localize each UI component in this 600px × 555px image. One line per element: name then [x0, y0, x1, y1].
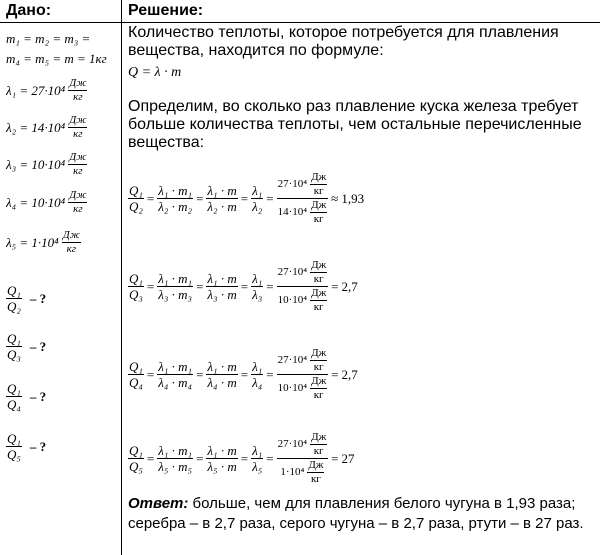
given-header: Дано: [6, 2, 52, 19]
find-question-3: – ? [29, 389, 47, 404]
eq4-equals-4: = [266, 450, 274, 466]
eq2-q-ratio [128, 272, 144, 301]
eq1-lambda-mass-ratio-numerator: λ₁ · m₁ [158, 183, 193, 198]
eq4-numerator-unit-numerator: Дж [311, 431, 327, 443]
eq2-lambda-m-ratio [206, 272, 237, 301]
lambda-value-1: λ₁ = 27·10⁴ [6, 83, 66, 98]
eq3-equals-2: = [196, 366, 204, 382]
given-lambda-1 [6, 78, 87, 103]
ratio-equation-1 [128, 172, 364, 225]
eq3-relation: = [331, 366, 339, 382]
eq1-numeric-ratio [277, 172, 329, 225]
eq2-denominator-unit-denominator: кг [313, 301, 324, 313]
eq1-equals-1: = [146, 190, 155, 206]
given-lambda-3 [6, 152, 87, 177]
given-lambda-5 [6, 230, 81, 255]
eq2-lambda-mass-ratio-denominator: λ₃ · m₃ [158, 287, 193, 302]
solution-paragraph-2: Определим, во сколько раз плавление куска железа требует больше количества теплоты, чем остальные перечисленные вещества: [128, 98, 582, 151]
eq4-lambda-ratio-denominator: λ₅ [252, 459, 263, 474]
find-fraction-1-numerator: Q₁ [7, 283, 21, 298]
eq3-equals-1: = [146, 366, 155, 382]
eq4-numeric-ratio [277, 432, 329, 485]
answer-text: больше, чем для плавления белого чугуна в 1,93 раза; серебра – в 2,7 раза, серого чугуна – в 2,7 раза, ртути – в 27 раз. [128, 495, 584, 532]
lambda-unit-2-denominator: кг [73, 128, 83, 140]
eq3-denominator-unit-denominator: кг [313, 389, 324, 401]
eq3-q-ratio [128, 360, 144, 389]
eq4-lambda-m-ratio-numerator: λ₁ · m [207, 443, 237, 458]
eq2-lambda-ratio-denominator: λ₃ [252, 287, 263, 302]
eq1-numeric-numerator [277, 172, 329, 199]
lambda-unit-5 [62, 230, 81, 255]
find-question-4: – ? [29, 439, 47, 454]
eq2-denominator-unit [310, 288, 327, 313]
find-fraction-4-denominator: Q₅ [7, 447, 21, 462]
column-divider [121, 0, 122, 555]
find-fraction-3-numerator: Q₁ [7, 381, 21, 396]
answer-label: Ответ: [128, 495, 189, 512]
eq3-q-ratio-denominator: Q₄ [129, 375, 143, 390]
find-fraction-3-denominator: Q₄ [7, 397, 21, 412]
eq3-numerator-value: 27·10⁴ [277, 354, 308, 366]
lambda-unit-1 [68, 78, 87, 103]
lambda-value-3: λ₃ = 10·10⁴ [6, 157, 66, 172]
eq2-lambda-m-ratio-numerator: λ₁ · m [207, 271, 237, 286]
eq1-relation: ≈ [331, 190, 339, 206]
eq1-numerator-unit-numerator: Дж [311, 171, 327, 183]
find-fraction-1-denominator: Q₂ [7, 299, 21, 314]
lambda-unit-4-denominator: кг [73, 203, 83, 215]
eq2-equals-1: = [146, 278, 155, 294]
find-fraction-2-denominator: Q₃ [7, 347, 21, 362]
lambda-unit-2 [68, 115, 87, 140]
eq2-denominator-value: 10·10⁴ [277, 294, 308, 306]
eq4-equals-1: = [146, 450, 155, 466]
eq1-equals-4: = [266, 190, 274, 206]
eq3-lambda-ratio-denominator: λ₄ [252, 375, 263, 390]
given-lambda-4 [6, 190, 87, 215]
eq4-numerator-value: 27·10⁴ [277, 438, 308, 450]
eq1-equals-3: = [240, 190, 249, 206]
eq2-numeric-numerator [277, 260, 329, 287]
eq3-numerator-unit-numerator: Дж [311, 347, 327, 359]
eq4-lambda-ratio [251, 444, 263, 473]
eq1-lambda-m-ratio [206, 184, 237, 213]
eq3-equals-3: = [240, 366, 249, 382]
given-header-rule [0, 22, 121, 23]
lambda-unit-3 [68, 152, 87, 177]
find-fraction-4 [6, 432, 22, 461]
formula-q-lambda-m: Q = λ · m [128, 65, 182, 80]
eq2-lambda-m-ratio-denominator: λ₃ · m [207, 287, 237, 302]
eq2-numeric-ratio [277, 260, 329, 313]
find-ratio-2 [6, 332, 46, 361]
find-ratio-4 [6, 432, 46, 461]
eq4-lambda-m-ratio [206, 444, 237, 473]
find-fraction-2 [6, 332, 22, 361]
eq4-equals-3: = [240, 450, 249, 466]
solution-header: Решение: [128, 2, 204, 19]
eq4-q-ratio-denominator: Q₅ [129, 459, 143, 474]
eq3-lambda-mass-ratio [157, 360, 193, 389]
eq2-numeric-denominator [277, 287, 329, 313]
eq3-numerator-unit [310, 348, 327, 373]
lambda-unit-2-numerator: Дж [69, 114, 87, 126]
eq4-equals-2: = [196, 450, 204, 466]
lambda-unit-3-denominator: кг [73, 165, 83, 177]
eq4-lambda-mass-ratio [157, 444, 193, 473]
eq3-q-ratio-numerator: Q₁ [129, 359, 143, 374]
eq4-lambda-mass-ratio-numerator: λ₁ · m₁ [158, 443, 193, 458]
eq4-denominator-unit-denominator: кг [310, 473, 321, 485]
eq3-lambda-m-ratio [206, 360, 237, 389]
eq4-denominator-unit [307, 460, 324, 485]
eq2-lambda-ratio-numerator: λ₁ [252, 271, 263, 286]
eq1-q-ratio-numerator: Q₁ [129, 183, 143, 198]
eq4-lambda-mass-ratio-denominator: λ₅ · m₅ [158, 459, 193, 474]
lambda-unit-4-numerator: Дж [69, 189, 87, 201]
eq1-numeric-denominator [277, 199, 329, 225]
eq4-numeric-numerator [277, 432, 329, 459]
eq3-lambda-mass-ratio-numerator: λ₁ · m₁ [158, 359, 193, 374]
lambda-value-2: λ₂ = 14·10⁴ [6, 120, 66, 135]
solution-header-rule [122, 22, 600, 23]
eq1-denominator-unit-numerator: Дж [311, 199, 327, 211]
lambda-unit-3-numerator: Дж [69, 151, 87, 163]
eq1-q-ratio [128, 184, 144, 213]
eq4-lambda-ratio-numerator: λ₁ [252, 443, 263, 458]
eq3-lambda-m-ratio-numerator: λ₁ · m [207, 359, 237, 374]
eq3-lambda-ratio-numerator: λ₁ [252, 359, 263, 374]
given-masses-line1: m₁ = m₂ = m₃ = [6, 31, 91, 46]
eq1-lambda-ratio-denominator: λ₂ [252, 199, 263, 214]
eq3-numerator-unit-denominator: кг [313, 361, 324, 373]
ratio-equation-3 [128, 348, 358, 401]
eq4-numerator-unit [310, 432, 327, 457]
eq3-denominator-value: 10·10⁴ [277, 382, 308, 394]
eq1-denominator-unit-denominator: кг [313, 213, 324, 225]
lambda-value-5: λ₅ = 1·10⁴ [6, 235, 59, 250]
eq1-numerator-unit [310, 172, 327, 197]
eq2-equals-4: = [266, 278, 274, 294]
find-fraction-4-numerator: Q₁ [7, 431, 21, 446]
eq3-lambda-m-ratio-denominator: λ₄ · m [207, 375, 237, 390]
lambda-unit-5-denominator: кг [66, 243, 77, 255]
eq4-lambda-m-ratio-denominator: λ₅ · m [207, 459, 237, 474]
eq1-result: 1,93 [341, 190, 365, 206]
eq2-result: 2,7 [341, 278, 358, 294]
eq3-lambda-mass-ratio-denominator: λ₄ · m₄ [158, 375, 193, 390]
eq2-lambda-mass-ratio-numerator: λ₁ · m₁ [158, 271, 193, 286]
eq1-lambda-ratio [251, 184, 263, 213]
eq4-numeric-denominator [279, 459, 325, 485]
eq1-lambda-m-ratio-numerator: λ₁ · m [207, 183, 237, 198]
eq1-numerator-unit-denominator: кг [313, 185, 324, 197]
find-ratio-3 [6, 382, 46, 411]
eq3-equals-4: = [266, 366, 274, 382]
find-fraction-3 [6, 382, 22, 411]
eq2-numerator-unit-denominator: кг [313, 273, 324, 285]
eq4-result: 27 [341, 450, 355, 466]
eq4-denominator-value: 1·10⁴ [280, 466, 305, 478]
eq2-relation: = [331, 278, 339, 294]
eq2-lambda-ratio [251, 272, 263, 301]
lambda-unit-1-denominator: кг [73, 91, 83, 103]
eq2-q-ratio-denominator: Q₃ [129, 287, 143, 302]
given-masses-line2: m₄ = m₅ = m = 1кг [6, 51, 107, 66]
eq3-denominator-unit [310, 376, 327, 401]
ratio-equation-4 [128, 432, 355, 485]
eq1-denominator-value: 14·10⁴ [277, 206, 308, 218]
lambda-unit-1-numerator: Дж [69, 77, 87, 89]
find-question-1: – ? [29, 291, 47, 306]
eq2-denominator-unit-numerator: Дж [311, 287, 327, 299]
eq4-relation: = [331, 450, 339, 466]
eq4-numerator-unit-denominator: кг [313, 445, 324, 457]
eq4-q-ratio [128, 444, 144, 473]
eq1-equals-2: = [196, 190, 204, 206]
eq3-numeric-numerator [277, 348, 329, 375]
eq3-denominator-unit-numerator: Дж [311, 375, 327, 387]
eq2-numerator-unit [310, 260, 327, 285]
eq3-result: 2,7 [341, 366, 358, 382]
eq4-q-ratio-numerator: Q₁ [129, 443, 143, 458]
eq2-q-ratio-numerator: Q₁ [129, 271, 143, 286]
eq1-q-ratio-denominator: Q₂ [129, 199, 143, 214]
ratio-equation-2 [128, 260, 358, 313]
eq1-lambda-mass-ratio-denominator: λ₂ · m₂ [158, 199, 193, 214]
eq1-lambda-ratio-numerator: λ₁ [252, 183, 263, 198]
eq1-lambda-mass-ratio [157, 184, 193, 213]
eq2-numerator-unit-numerator: Дж [311, 259, 327, 271]
lambda-unit-5-numerator: Дж [62, 229, 80, 241]
eq2-lambda-mass-ratio [157, 272, 193, 301]
eq1-denominator-unit [310, 200, 327, 225]
eq2-numerator-value: 27·10⁴ [277, 266, 308, 278]
eq3-numeric-ratio [277, 348, 329, 401]
eq1-lambda-m-ratio-denominator: λ₂ · m [207, 199, 237, 214]
lambda-value-4: λ₄ = 10·10⁴ [6, 195, 66, 210]
eq1-numerator-value: 27·10⁴ [277, 178, 308, 190]
eq3-numeric-denominator [277, 375, 329, 401]
find-question-2: – ? [29, 339, 47, 354]
solution-intro: Количество теплоты, которое потребуется для плавления вещества, находится по формуле: [128, 24, 559, 59]
find-ratio-1 [6, 284, 46, 313]
given-lambda-2 [6, 115, 87, 140]
find-fraction-2-numerator: Q₁ [7, 331, 21, 346]
lambda-unit-4 [68, 190, 87, 215]
eq2-equals-3: = [240, 278, 249, 294]
find-fraction-1 [6, 284, 22, 313]
eq4-denominator-unit-numerator: Дж [308, 459, 324, 471]
eq2-equals-2: = [196, 278, 204, 294]
eq3-lambda-ratio [251, 360, 263, 389]
answer-block [128, 494, 598, 534]
